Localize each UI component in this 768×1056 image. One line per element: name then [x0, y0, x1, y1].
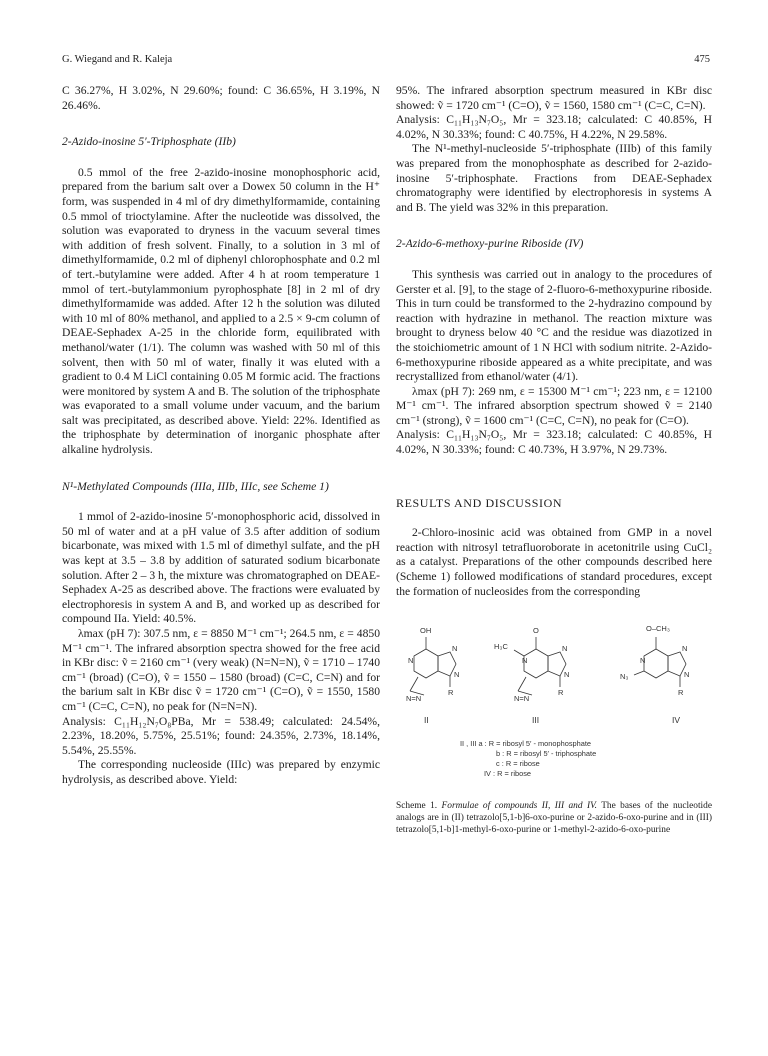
paragraph-n1-synthesis: 1 mmol of 2-azido-inosine 5′-monophosphoric acid, dissolved in 50 ml of water and at a pH value of 3.5 after addition of sodium bicarbonate, was mixed with 1.5 ml of dimethyl sulfate, and the pH was kept at 3.5 – 3.8 by addition of saturated sodium bicarbonate solution. After 2 – 3 h, the mixture was chromatographed on DEAE-Sephadex A-25 as described above. The fractions were evaluated by electrophoresis in system A and B, and worked up as described for compound IIa. Yield: 40.5%. [62, 510, 380, 626]
legend-row-iv: IV : R = ribose [484, 769, 532, 779]
left-column [62, 84, 380, 788]
svg-text:R: R [678, 688, 684, 698]
right-column [396, 84, 712, 836]
structure-ii [406, 626, 459, 725]
paragraph-results: 2-Chloro-inosinic acid was obtained from GMP in a novel reaction with nitrosyl tetrafluoroborate in acetonitrile using CuCl₂ as a catalyst. Preparations of the other compounds described here (Scheme 1) followed modifications of standard procedures, except the formation of nucleosides from the corresponding [396, 526, 712, 598]
paragraph-iiic: The corresponding nucleoside (IIIc) was prepared by enzymic hydrolysis, as described above. Yield: [62, 758, 380, 786]
svg-text:N=N: N=N [406, 694, 422, 704]
svg-text:R: R [558, 688, 564, 698]
compound-label-iii: III [532, 715, 540, 726]
legend-row-b: b : R = ribosyl 5′ - triphosphate [496, 749, 597, 759]
svg-text:N: N [522, 656, 528, 666]
paragraph-n1-analysis: Analysis: C₁₁H₁₂N₇O₈PBa, Mr = 538.49; calculated: 24.54%, 2.23%, 18.20%, 5.75%, 25.51%; found: 24.35%, 2.73%, 18.14%, 5.54%, 25.55%. [62, 714, 380, 757]
paragraph-iv-synthesis: This synthesis was carried out in analogy to the procedures of Gerster et al. [9], to the stage of 2-fluoro-6-methoxypurine riboside. This in turn could be transformed to the 2-hydrazino compound by reaction with hydrazine in methanol. The reaction mixture was brought to dryness below 40 °C and the residue was diazotized in the stoichiometric amount of 1 N HCl with sodium nitrite. 2-Azido-6-methoxypurine riboside appeared as a white precipitate, and was recrystallized from ethanol/water (4/1). [396, 267, 712, 384]
paragraph-n1-spectra: λmax (pH 7): 307.5 nm, ε = 8850 M⁻¹ cm⁻¹; 264.5 nm, ε = 4850 M⁻¹ cm⁻¹. The infrared absorption spectra showed for the free acid in KBr disc: ṽ = 2160 cm⁻¹ (very weak) (N=N=N), ṽ = 1710 – 1740 cm⁻¹ (broad) (C=O), ṽ = 1550 – 1580 (broad) (C=C, C=N) and for the barium salt in KBr disc ṽ = 1720 cm⁻¹ (C=O), ṽ = 1550, 1580 cm⁻¹ (C=C, C=N), no peak for (N=N=N). [62, 627, 380, 713]
label-och3: O–CH₃ [646, 624, 670, 634]
analysis-continued: C 36.27%, H 3.02%, N 29.60%; found: C 36.65%, H 3.19%, N 26.46%. [62, 84, 380, 112]
svg-text:R: R [448, 688, 454, 698]
paragraph-iv-analysis: Analysis: C₁₁H₁₃N₇O₅, Mr = 323.18; calculated: C 40.85%, H 4.02%, N 30.33%; found: C 40.73%, H 3.97%, N 29.73%. [396, 428, 712, 457]
label-n3: N₃ [620, 672, 629, 682]
svg-text:N: N [562, 644, 568, 654]
legend-row-a: II , III a : R = ribosyl 5′ - monophosphate [460, 739, 592, 749]
structure-iii [494, 626, 569, 725]
page-number: 475 [694, 54, 710, 65]
scheme-caption: Scheme 1. Formulae of compounds II, III and IV. The bases of the nucleotide analogs are in (II) tetrazolo[5,1-b]6-oxo-purine or 2-azido-6-oxo-purine and in (III) tetrazolo[5,1-b]1-methyl-6-oxo-purine or 1-methyl-2-azido-6-oxo-purine [396, 801, 712, 836]
legend-row-c: c : R = ribose [496, 759, 540, 769]
svg-text:N: N [454, 670, 460, 680]
compound-label-ii: II [424, 715, 429, 726]
section-heading-iv: 2-Azido-6-methoxy-purine Riboside (IV) [396, 237, 584, 251]
svg-text:N: N [682, 644, 688, 654]
section-heading-results: RESULTS AND DISCUSSION [396, 495, 563, 510]
svg-text:N: N [564, 670, 570, 680]
svg-text:N: N [640, 656, 646, 666]
label-h3c: H₃C [494, 642, 508, 652]
paragraph-iiic-yield: 95%. The infrared absorption spectrum measured in KBr disc showed: ṽ = 1720 cm⁻¹ (C=O), ṽ = 1560, 1580 cm⁻¹ (C=C, C=N). [396, 84, 712, 112]
chemical-structures-figure [396, 619, 712, 739]
label-oh: OH [420, 626, 432, 636]
paragraph-iib-synthesis: 0.5 mmol of the free 2-azido-inosine monophosphoric acid, prepared from the barium salt over a Dowex 50 column in the H⁺ form, was suspended in 4 ml of dry dimethylformamide, containing 0.5 mmol of trioctylamine. After the nucleotide was dissolved, the solution was evaporated to dryness in the vacuum several times with addition of fresh solvent. Finally, to a solution in 3 ml of dimethylformamide, 0.2 ml of diphenyl chlorophosphate and 0.2 ml of tert.-butylamine were added. After 4 h at room temperature 1 mmol of tert.-butylammonium pyrophosphate [8] in 2 ml of dry dimethylformamide was added. After 12 h the solution was diluted with 10 ml of 80% methanol, and applied to a 2.5 × 9-cm column of DEAE-Sephadex A-25 in the chloride form, equilibrated with methanol/water (1/1). The column was washed with 50 ml of this solvent, then with 50 ml of water, finally it was eluted with a gradient to 0.4 M LiCl containing 0.05 M formic acid. The fractions were monitored by system A and B. The solution of the triphosphate was evaporated to a small volume under vacuum, and the barium salt was precipitated, as described above. Yield: 22%. Identified as the triphosphate by determination of inorganic phosphate after alkaline hydrolysis. [62, 165, 380, 457]
section-heading-n1-methylated: N¹-Methylated Compounds (IIIa, IIIb, IIIc, see Scheme 1) [62, 479, 329, 493]
running-header-authors: G. Wiegand and R. Kaleja [62, 54, 173, 65]
svg-text:N: N [408, 656, 414, 666]
scheme-1-structures [396, 619, 712, 779]
svg-text:N: N [452, 644, 458, 654]
label-oxo: O [533, 626, 539, 636]
compound-label-iv: IV [672, 715, 681, 726]
section-heading-iib: 2-Azido-inosine 5′-Triphosphate (IIb) [62, 135, 236, 149]
paragraph-iiib: The N¹-methyl-nucleoside 5′-triphosphate (IIIb) of this family was prepared from the monophosphate as described for 2-azido-inosine 5′-triphosphate. Fractions from DEAE-Sephadex chromatography were identified by electrophoresis in systems A and B. The yield was 32% in this preparation. [396, 142, 712, 214]
structure-iv [620, 624, 689, 725]
paragraph-iiic-analysis: Analysis: C₁₁H₁₃N₇O₅, Mr = 323.18; calculated: C 40.85%, H 4.02%, N 30.33%; found: C 40.75%, H 4.22%, N 29.58%. [396, 113, 712, 141]
svg-text:N: N [684, 670, 690, 680]
svg-text:N=N: N=N [514, 694, 530, 704]
paragraph-iv-spectra: λmax (pH 7): 269 nm, ε = 15300 M⁻¹ cm⁻¹; 223 nm, ε = 12100 M⁻¹ cm⁻¹. The infrared absorption spectrum showed ṽ = 2140 cm⁻¹ (strong), ṽ = 1600 cm⁻¹ (C=C, C=N), no peak for (C=O). [396, 384, 712, 427]
